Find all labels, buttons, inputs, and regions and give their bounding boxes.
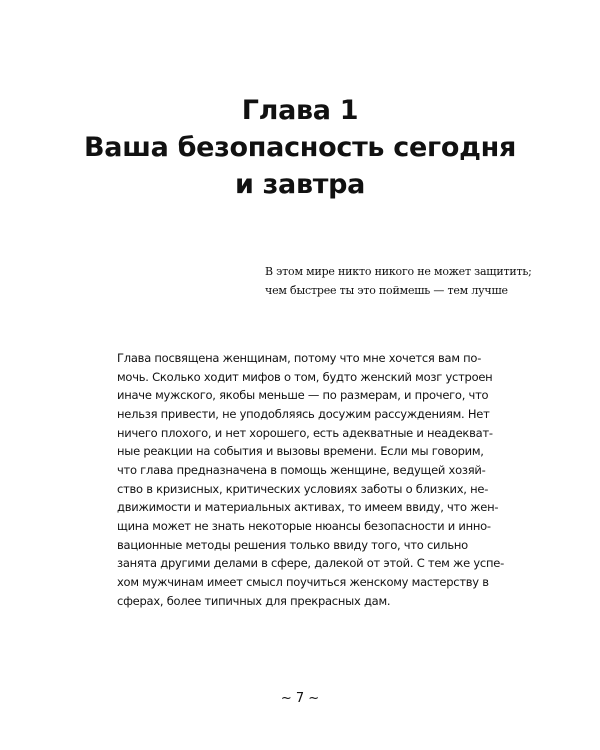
chapter-number: Глава 1 — [241, 95, 359, 126]
epigraph-line: чем быстрее ты это поймешь — тем лучше — [265, 284, 508, 297]
chapter-heading — [0, 92, 600, 203]
paragraph-line: движимости и материальных активах, то имеем ввиду, что жен- — [117, 500, 499, 515]
paragraph-line: иначе мужского, якобы меньше — по размерам, и прочего, что — [117, 388, 489, 403]
epigraph — [265, 262, 565, 300]
paragraph-line: щина может не знать некоторые нюансы безопасности и инно- — [117, 518, 491, 533]
paragraph-line: вационные методы решения только ввиду того, что сильно — [117, 537, 468, 552]
body-paragraph — [117, 349, 504, 610]
paragraph-line: ные реакции на события и вызовы времени. Если мы говорим, — [117, 444, 484, 459]
chapter-title-line: и завтра — [234, 169, 366, 200]
chapter-title-line: Ваша безопасность сегодня — [84, 132, 516, 163]
paragraph-line: что глава предназначена в помощь женщине, ведущей хозяй- — [117, 462, 486, 477]
paragraph-line: сферах, более типичных для прекрасных дам. — [117, 593, 391, 608]
paragraph-line: мочь. Сколько ходит мифов о том, будто женский мозг устроен — [117, 369, 493, 384]
epigraph-line: В этом мире никто никого не может защитить; — [265, 265, 532, 278]
paragraph-line: Глава посвящена женщинам, потому что мне хочется вам по- — [117, 351, 482, 365]
paragraph-line: нельзя привести, не уподобляясь досужим рассуждениям. Нет — [117, 406, 490, 421]
paragraph-line: ство в кризисных, критических условиях заботы о близких, не- — [117, 481, 489, 496]
paragraph-line: хом мужчинам имеет смысл поучиться женскому мастерству в — [117, 574, 489, 589]
page-number: ~ 7 ~ — [280, 691, 320, 706]
paragraph-line: ничего плохого, и нет хорошего, есть адекватные и неадекват- — [117, 425, 493, 440]
paragraph-line: занята другими делами в сфере, далекой от этой. С тем же успе- — [117, 556, 504, 571]
